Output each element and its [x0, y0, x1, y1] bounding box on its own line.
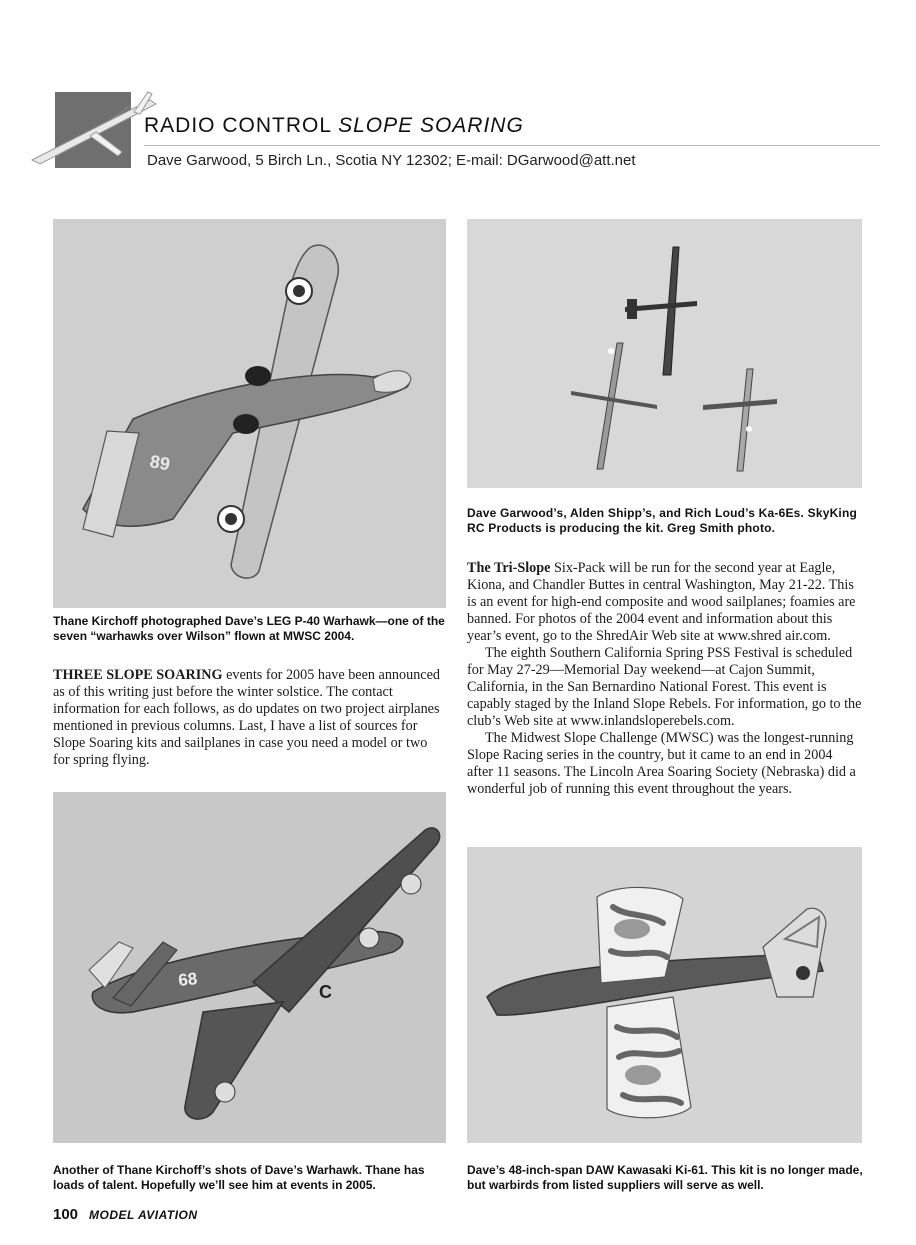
tri-slope-text: Six-Pack will be run for the second year at Eagle, Kiona, and Chandler Buttes in central Washington, May 21-22. This is an event for high-end composite and wood sailplanes; foamies are banned. For photos of the 2004 event and information about this year’s event, go to the ShredAir Web site at www.shred air.com. — [467, 560, 856, 644]
mwsc-paragraph: The Midwest Slope Challenge (MWSC) was the longest-running Slope Racing series in the country, but it came to an end in 2004 after 11 seasons. The Lincoln Area Soaring Society (Nebraska) did a wonderful job of running this event throughout the years. — [467, 730, 856, 797]
tri-slope-lead: The Tri-Slope — [467, 560, 551, 576]
magazine-name: MODEL AVIATION — [89, 1208, 198, 1222]
svg-text:C: C — [319, 982, 332, 1002]
caption-ki61: Dave’s 48-inch-span DAW Kawasaki Ki-61. This kit is no longer made, but warbirds from listed suppliers will serve as well. — [467, 1163, 863, 1192]
photo-p40-warhawk-top — [53, 219, 446, 608]
intro-text: events for 2005 have been announced as of this writing just before the winter solstice. The contact information for each follows, as do updates on two project airplanes mentioned in previous columns. Last, I have a list of sources for Slope Soaring kits and sailplanes in case you need a model or two for spring flying. — [53, 667, 440, 768]
caption-p40-top: Thane Kirchoff photographed Dave’s LEG P-40 Warhawk—one of the seven “warhawks over Wilson” flown at MWSC 2004. — [53, 614, 445, 643]
photo-p40-warhawk-underside — [53, 792, 446, 1143]
pss-festival-paragraph: The eighth Southern California Spring PSS Festival is scheduled for May 27-29—Memorial Day weekend—at Cajon Summit, California, in the San Bernardino National Forest. This event is capably staged by the Inland Slope Rebels. For information, go to the club’s Web site at www.inlandsloperebels.com. — [467, 645, 862, 729]
page-number: 100 — [53, 1206, 79, 1223]
aircraft-number-89: 89 — [148, 451, 172, 475]
photo-ka6e-sailplanes — [467, 219, 862, 488]
caption-p40-underside: Another of Thane Kirchoff’s shots of Dave’s Warhawk. Thane has loads of talent. Hopefully we’ll see him at events in 2005. — [53, 1163, 425, 1192]
sailplane-logo-icon — [30, 86, 160, 176]
aircraft-number-68: 68 — [177, 969, 199, 990]
column-title: RADIO CONTROL SLOPE SOARING — [144, 114, 524, 137]
photo-kawasaki-ki61 — [467, 847, 862, 1143]
author-byline: Dave Garwood, 5 Birch Ln., Scotia NY 12302; E-mail: DGarwood@att.net — [147, 152, 636, 169]
caption-ka6e: Dave Garwood’s, Alden Shipp’s, and Rich Loud’s Ka-6Es. SkyKing RC Products is producing the kit. Greg Smith photo. — [467, 506, 858, 535]
article-events — [467, 560, 862, 798]
header-divider — [144, 145, 880, 146]
article-intro — [53, 667, 445, 769]
intro-lead: THREE SLOPE SOARING — [53, 667, 223, 683]
